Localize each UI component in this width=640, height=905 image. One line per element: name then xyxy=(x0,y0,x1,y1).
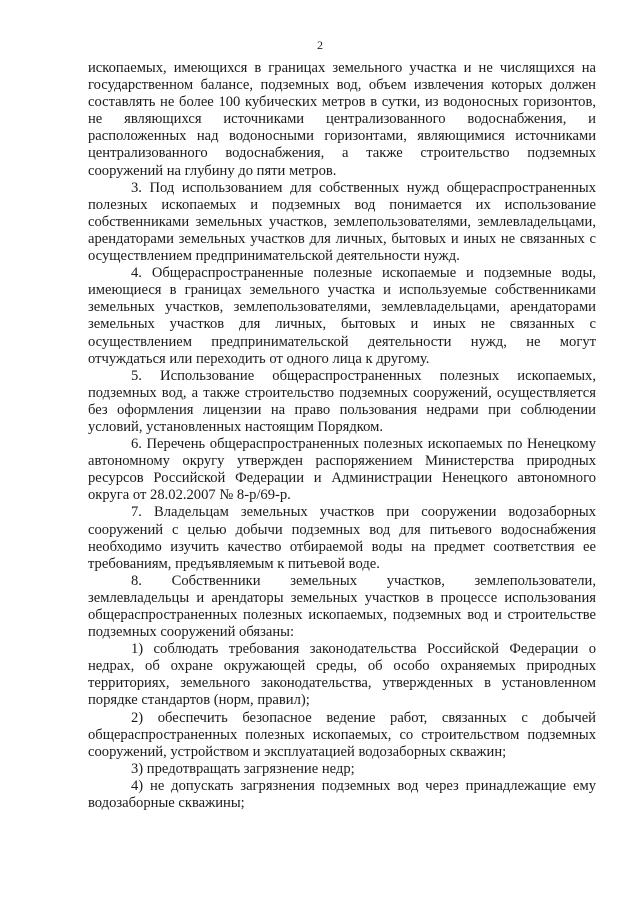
document-body xyxy=(88,60,596,812)
subitem-3: 3) предотвращать загрязнение недр; xyxy=(131,760,355,777)
paragraph-item-4: 4. Общераспространенные полезные ископаемые и подземные воды, имеющиеся в границах земельного участка и используемые собственниками земельных участков, землепользователями, землевладельцами, арендаторами земельных участков для личных, бытовых и иных не связанных с осуществлением предпринимательской деятельности нужд, не могут отчуждаться или переходить от одного лица к другому. xyxy=(88,265,596,367)
subitem-1: 1) соблюдать требования законодательства Российской Федерации о недрах, об охране окружающей среды, об особо охраняемых природных территориях, земельного законодательства, утвержденных в установленном порядке стандартов (норм, правил); xyxy=(88,641,596,709)
page-number: 2 xyxy=(317,38,323,52)
subitem-2: 2) обеспечить безопасное ведение работ, связанных с добычей общераспространенных полезных ископаемых, со строительством подземных сооружений, устройством и эксплуатацией водозаборных скважин; xyxy=(88,709,596,760)
paragraph-item-8: 8. Собственники земельных участков, землепользователи, землевладельцы и арендаторы земельных участков в процессе использования общераспространенных полезных ископаемых, подземных вод и строительстве подземных сооружений обязаны: xyxy=(88,572,596,641)
subitem-4: 4) не допускать загрязнения подземных вод через принадлежащие ему водозаборные скважины; xyxy=(88,777,596,812)
paragraph-item-6: 6. Перечень общераспространенных полезных ископаемых по Ненецкому автономному округу утвержден распоряжением Министерства природных ресурсов Российской Федерации и Администрации Ненецкого автономного округа от 28.02.2007 № 8-р/69-р. xyxy=(88,436,596,504)
paragraph-item-5: 5. Использование общераспространенных полезных ископаемых, подземных вод, а также строительство подземных сооружений, осуществляется без оформления лицензии на право пользования недрами при соблюдении условий, установленных настоящим Порядком. xyxy=(88,367,596,435)
paragraph-item-3: 3. Под использованием для собственных нужд общераспространенных полезных ископаемых и подземных вод понимается их использование собственниками земельных участков, землепользователями, землевладельцами, арендаторами земельных участков для личных, бытовых и иных не связанных с осуществлением предпринимательской деятельности нужд. xyxy=(88,179,596,265)
paragraph-continuation: ископаемых, имеющихся в границах земельного участка и не числящихся на государственном балансе, подземных вод, объем извлечения которых должен составлять не более 100 кубических метров в сутки, из водоносных горизонтов, не являющихся источниками централизованного водоснабжения, и расположенных над водоносными горизонтами, являющимися источниками централизованного водоснабжения, а также строительство подземных сооружений на глубину до пяти метров. xyxy=(88,60,596,179)
paragraph-item-7: 7. Владельцам земельных участков при сооружении водозаборных сооружений с целью добычи подземных вод для питьевого водоснабжения необходимо изучить качество отбираемой воды на предмет соответствия ее требованиям, предъявляемым к питьевой воде. xyxy=(88,504,596,572)
